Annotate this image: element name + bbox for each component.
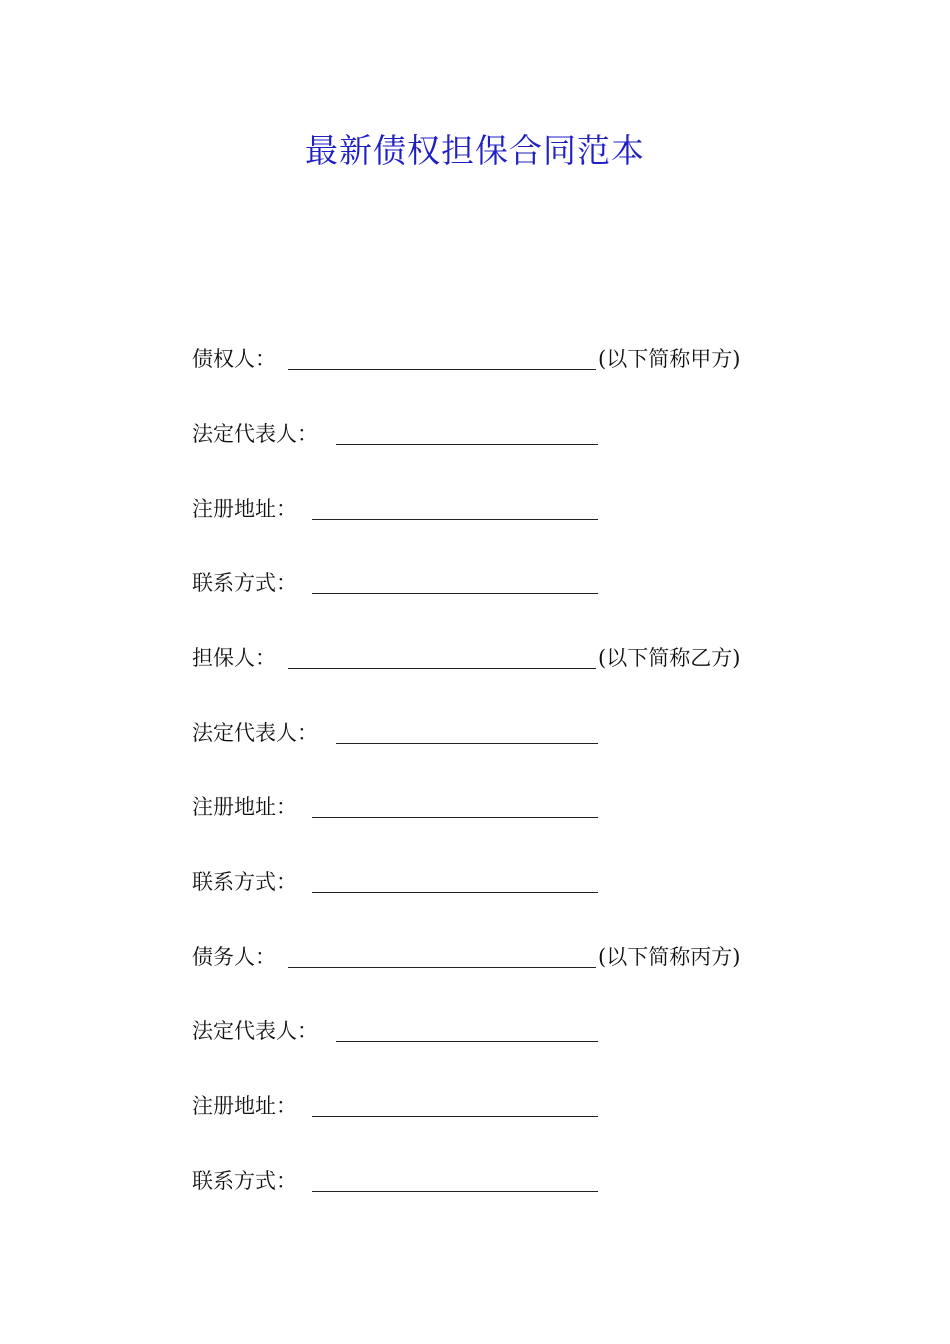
creditor-alias: (以下简称甲方): [598, 347, 741, 371]
creditor-rep-blank[interactable]: [336, 444, 598, 445]
creditor-contact-label: 联系方式：: [192, 571, 297, 595]
debtor-address-label: 注册地址：: [192, 1094, 297, 1118]
debtor-name-blank[interactable]: [288, 967, 596, 968]
creditor-name-label: 债权人：: [192, 347, 276, 371]
debtor-rep-blank[interactable]: [336, 1041, 598, 1042]
debtor-address-blank[interactable]: [312, 1116, 598, 1117]
debtor-alias: (以下简称丙方): [598, 945, 741, 969]
guarantor-name-label: 担保人：: [192, 646, 276, 670]
guarantor-address-blank[interactable]: [312, 817, 598, 818]
creditor-rep-label: 法定代表人：: [192, 422, 318, 446]
guarantor-contact-blank[interactable]: [312, 892, 598, 893]
debtor-contact-label: 联系方式：: [192, 1169, 297, 1193]
guarantor-rep-label: 法定代表人：: [192, 721, 318, 745]
creditor-address-blank[interactable]: [312, 519, 598, 520]
creditor-contact-blank[interactable]: [312, 593, 598, 594]
debtor-contact-blank[interactable]: [312, 1191, 598, 1192]
guarantor-contact-label: 联系方式：: [192, 870, 297, 894]
guarantor-address-label: 注册地址：: [192, 795, 297, 819]
creditor-address-label: 注册地址：: [192, 497, 297, 521]
debtor-name-label: 债务人：: [192, 945, 276, 969]
debtor-rep-label: 法定代表人：: [192, 1019, 318, 1043]
document-title: 最新债权担保合同范本: [305, 131, 645, 170]
guarantor-alias: (以下简称乙方): [598, 646, 741, 670]
guarantor-rep-blank[interactable]: [336, 743, 598, 744]
guarantor-name-blank[interactable]: [288, 668, 596, 669]
creditor-name-blank[interactable]: [288, 369, 596, 370]
